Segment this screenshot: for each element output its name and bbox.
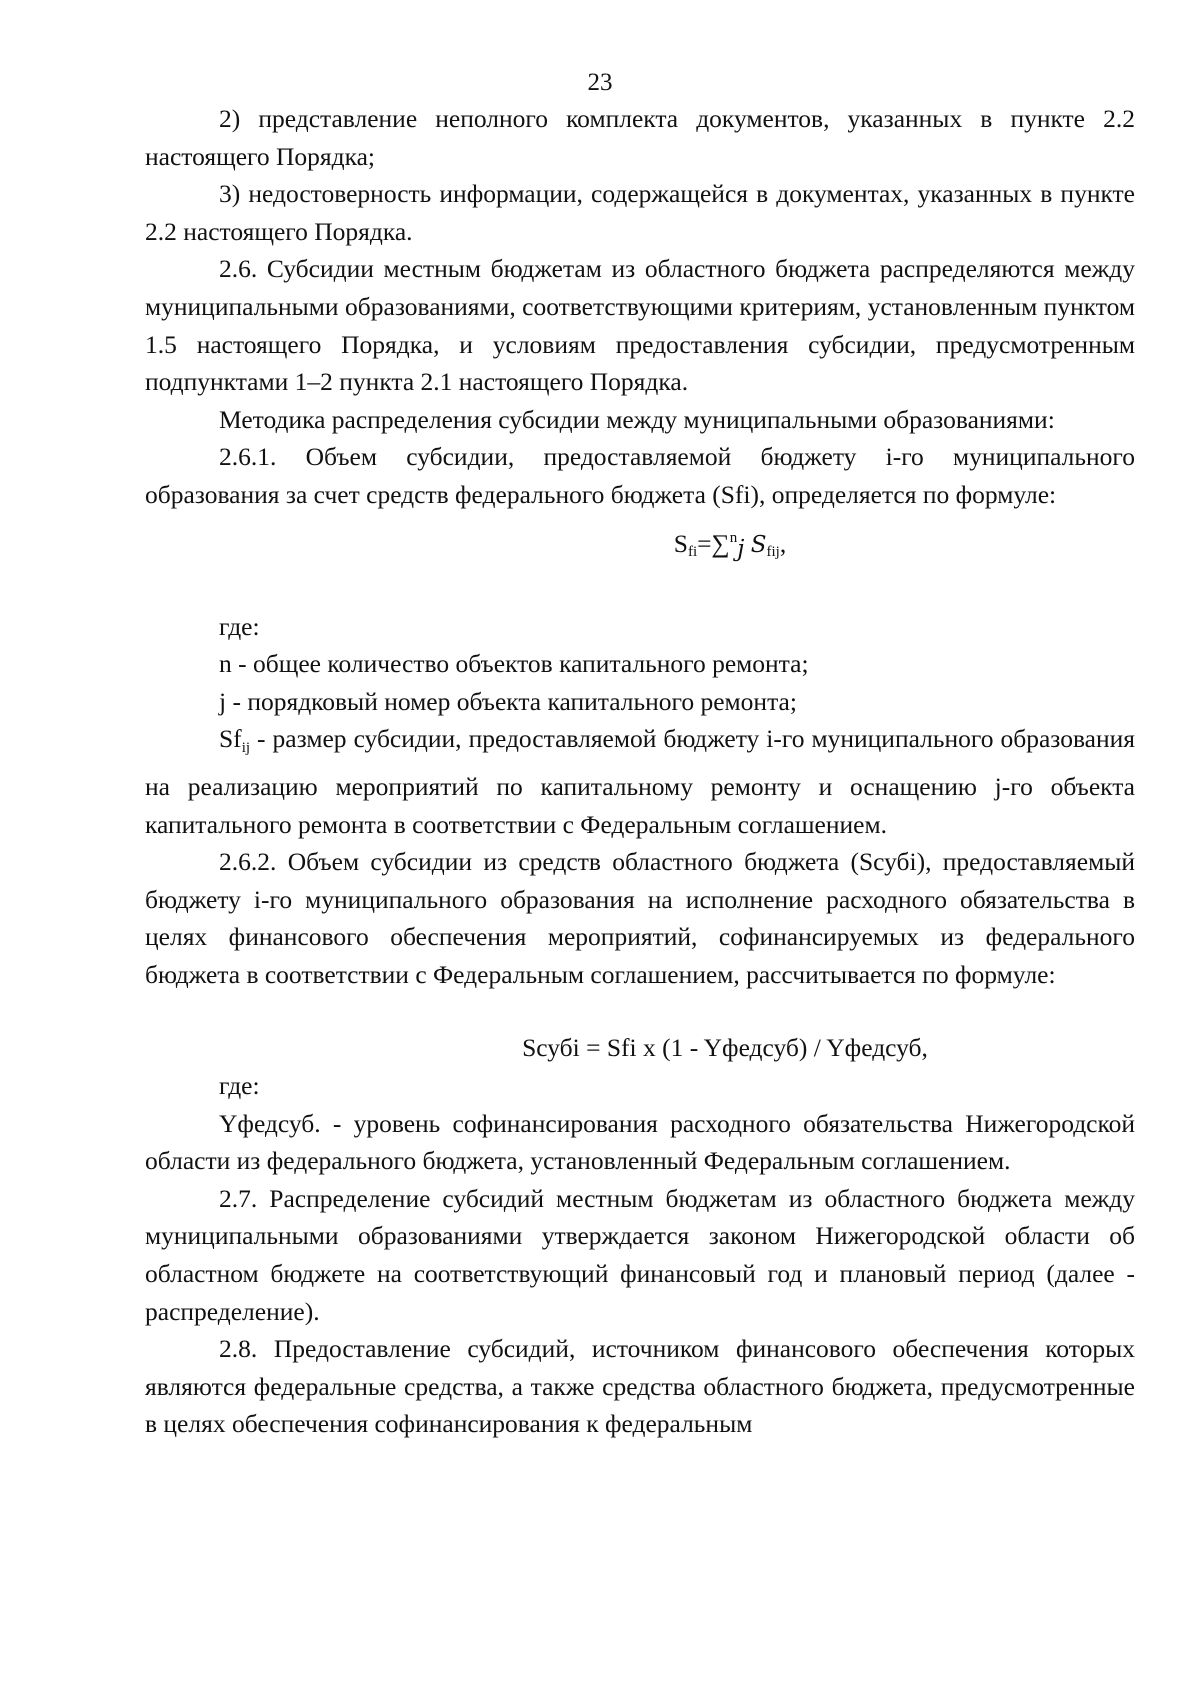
definition-n: n - общее количество объектов капитального ремонта; [219,649,809,679]
paragraph-item-2: 2) представление неполного комплекта документов, указанных в пункте 2.2 настоящего Порядка; [145,104,1135,171]
formula-sfi-sum-sup: n [729,529,738,546]
definition-j: j - порядковый номер объекта капитального ремонта; [219,686,797,716]
paragraph-2-6: 2.6. Субсидии местным бюджетам из областного бюджета распределяются между муниципальными образованиями, соответствующими критериям, установленным пунктом 1.5 настоящего Порядка, и условиям предоставления субсидии, предусмотренным подпунктами 1–2 пункта 2.1 настоящего Порядка. [145,254,1135,397]
definition-yfedsub: Yфедсуб. - уровень софинансирования расходного обязательства Нижегородской области из федерального бюджета, установленный Федеральным соглашением. [145,1108,1135,1176]
paragraph-2-6-2: 2.6.2. Объем субсидии из средств областного бюджета (Sсубi), предоставляемый бюджету i-го муниципального образования на исполнение расходного обязательства в целях финансового обеспечения мероприятий, софинансируемых из федерального бюджета в соответствии с Федеральным соглашением, рассчитывается по формуле: [145,847,1135,989]
where-label-2: где: [219,1071,260,1101]
paragraph-2-7: 2.7. Распределение субсидий местным бюджетам из областного бюджета между муниципальными образованиями утверждается законом Нижегородской области об областном бюджете на соответствующий финансовый год и плановый период (далее - распределение). [145,1183,1135,1326]
paragraph-item-3: 3) недостоверность информации, содержащейся в документах, указанных в пункте 2.2 настоящего Порядка. [145,179,1135,246]
sfij-symbol-sub: ij [241,740,251,757]
formula-sfi-end: , [779,528,787,558]
sfij-symbol: Sf [219,724,242,754]
definition-sfij [145,720,1135,843]
document-body [145,100,1135,1443]
formula-sfi-lhs-sub: fi [687,543,698,560]
formula-sfi-lhs: S [673,528,688,558]
sfij-definition-text: - размер субсидии, предоставляемой бюджету i-го муниципального образования на реализацию мероприятий по капитальному ремонту и оснащению j-го объекта капитального ремонта в соответствии с Федеральным соглашением. [145,724,1135,839]
paragraph-2-6-1: 2.6.1. Объем субсидии, предоставляемой бюджету i-го муниципального образования за счет средств федерального бюджета (Sfi), определяется по формуле: [145,442,1135,509]
formula-sfi-term-sub: fij [766,543,780,560]
paragraph-methodology: Методика распределения субсидии между муниципальными образованиями: [219,404,1055,434]
formula-sfi-sum: =∑ [697,528,730,558]
formula-sfi-term: S [750,531,767,558]
where-label-1: где: [219,611,260,641]
formula-sfi [145,518,1135,572]
page-number: 23 [587,69,613,96]
formula-sfi-sum-sub: j [737,535,745,562]
paragraph-2-8: 2.8. Предоставление субсидий, источником финансового обеспечения которых являются федеральные средства, а также средства областного бюджета, предусмотренные в целях обеспечения софинансирования к федеральным [145,1334,1135,1439]
formula-scubi: Sсубi = Sfi x (1 - Yфедсуб) / Yфедсуб, [522,1033,928,1063]
